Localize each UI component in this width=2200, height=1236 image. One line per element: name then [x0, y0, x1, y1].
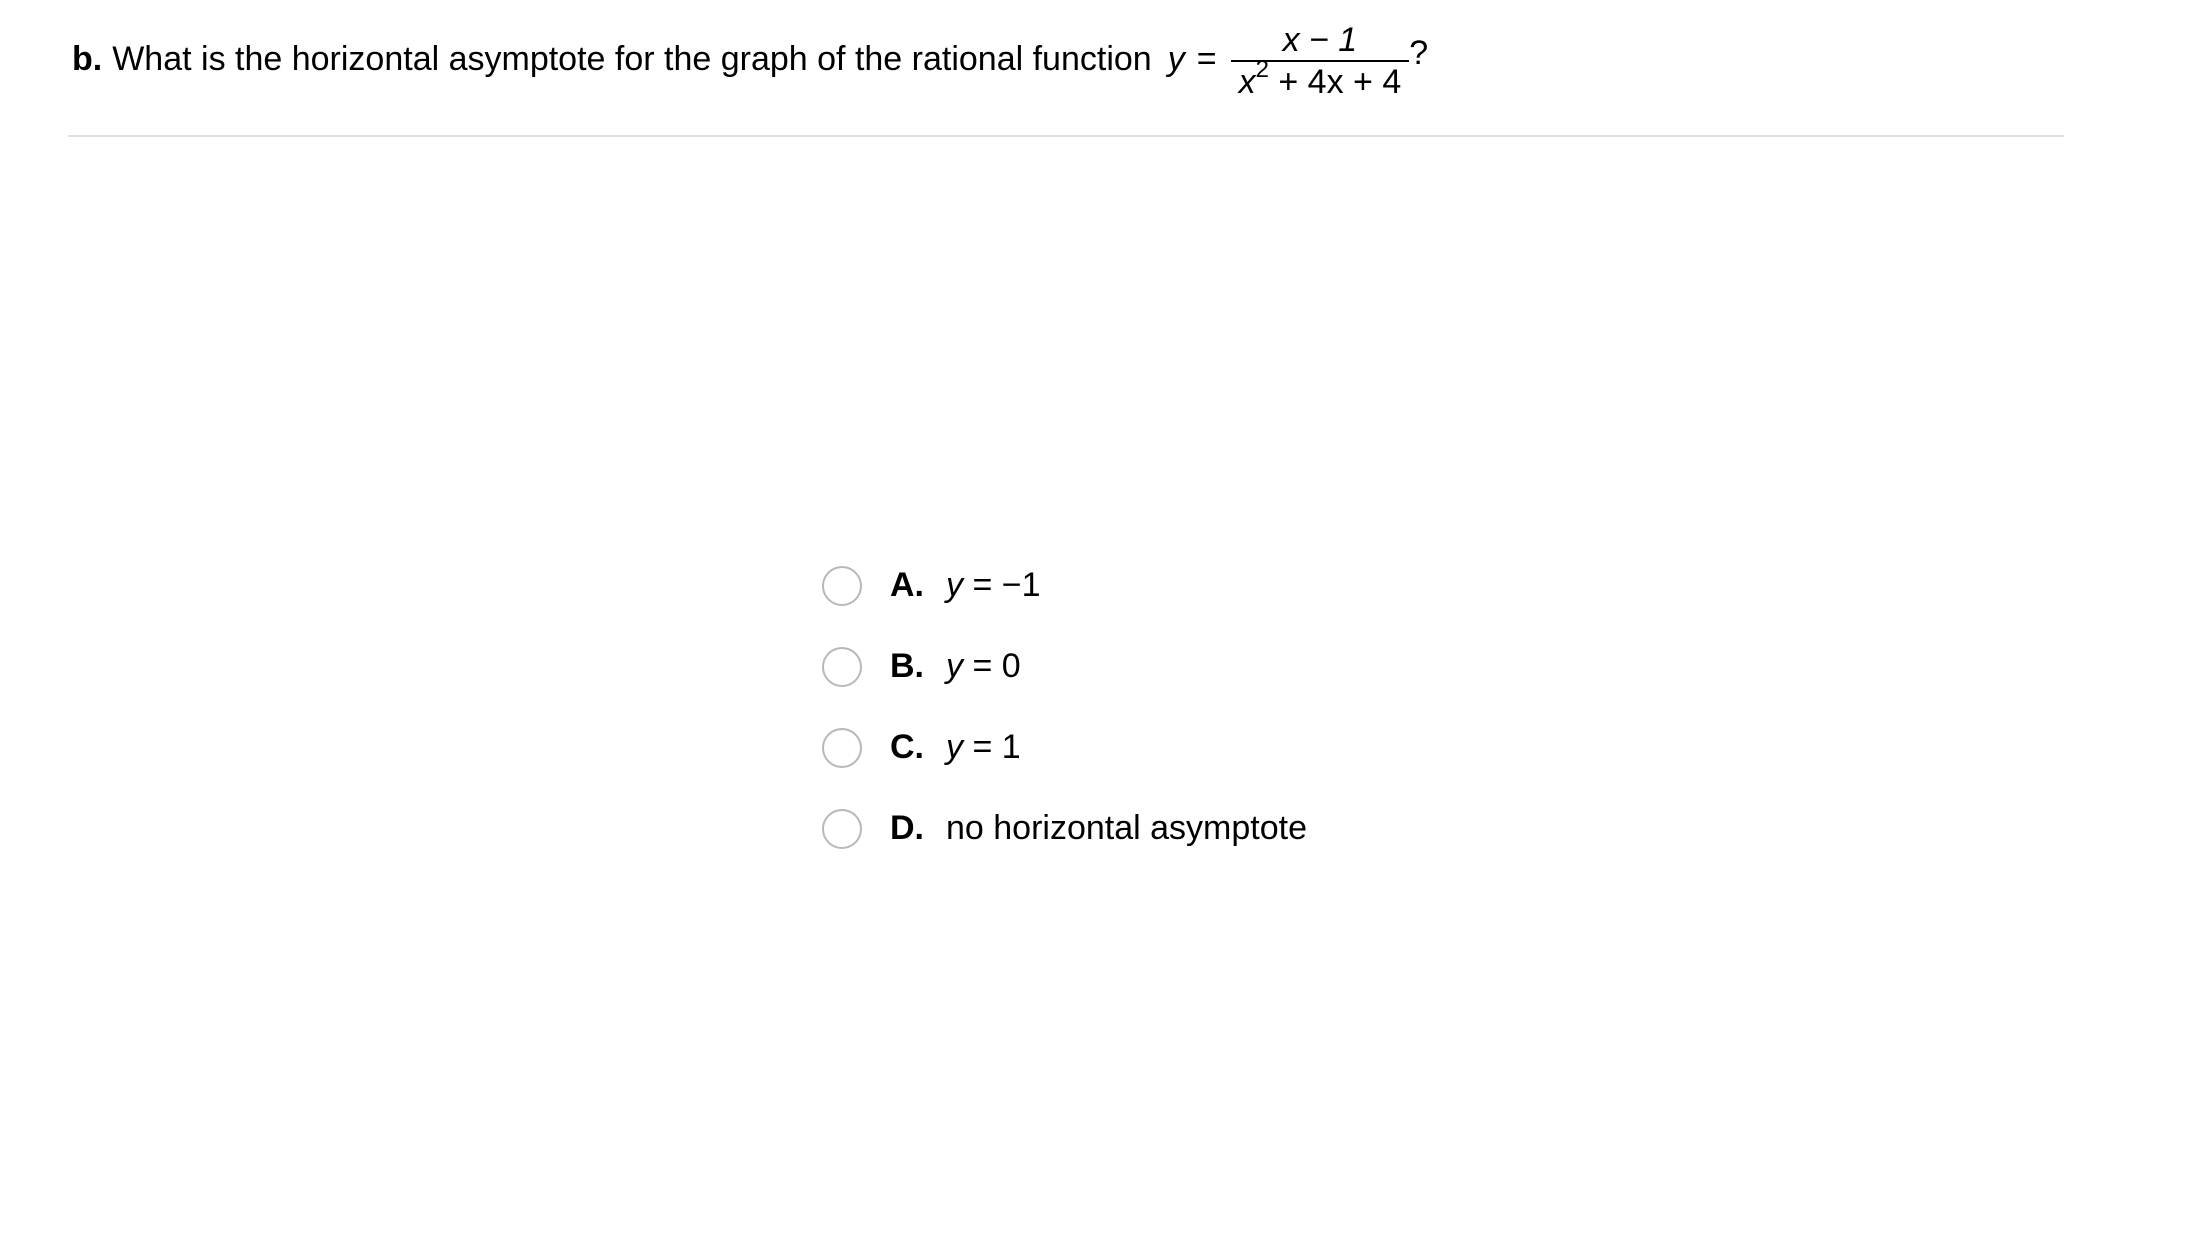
choice-b[interactable] — [822, 626, 1307, 707]
fraction-numerator: x − 1 — [1282, 21, 1358, 59]
choice-c-value: = 1 — [963, 728, 1021, 766]
equation-lhs-variable: y — [1167, 39, 1185, 78]
choice-a-answer — [946, 566, 1041, 605]
choice-d-answer — [946, 809, 1307, 848]
choice-c[interactable] — [822, 707, 1307, 788]
choice-d-value: no horizontal asymptote — [946, 809, 1307, 847]
denominator-variable: x — [1238, 63, 1256, 101]
choice-d-letter: D. — [890, 809, 924, 847]
choice-a-variable: y — [946, 566, 963, 604]
choice-c-answer — [946, 728, 1021, 767]
choice-c-letter: C. — [890, 728, 924, 766]
choice-b-letter: B. — [890, 647, 924, 685]
rational-function-fraction — [1231, 22, 1410, 102]
answer-choices — [822, 545, 1307, 869]
section-divider — [68, 135, 2064, 137]
choice-b-variable: y — [946, 647, 963, 685]
choice-a-value: = −1 — [963, 566, 1041, 604]
radio-button-c[interactable] — [822, 728, 862, 768]
choice-b-value: = 0 — [963, 647, 1021, 685]
radio-button-b[interactable] — [822, 647, 862, 687]
choice-b-answer — [946, 647, 1021, 686]
question-text: What is the horizontal asymptote for the graph of the rational function — [112, 39, 1152, 78]
choice-d[interactable] — [822, 788, 1307, 869]
question-label: b. — [72, 39, 103, 78]
question-mark: ? — [1409, 33, 1429, 72]
choice-c-variable: y — [946, 728, 963, 766]
fraction-denominator — [1231, 55, 1410, 102]
choice-a-letter: A. — [890, 566, 924, 604]
denominator-exponent: 2 — [1255, 55, 1269, 83]
equation-equals-sign: = — [1196, 39, 1217, 78]
radio-button-d[interactable] — [822, 809, 862, 849]
question-prompt — [72, 14, 1428, 104]
radio-button-a[interactable] — [822, 566, 862, 606]
choice-a[interactable] — [822, 545, 1307, 626]
denominator-remainder: + 4x + 4 — [1268, 63, 1402, 101]
